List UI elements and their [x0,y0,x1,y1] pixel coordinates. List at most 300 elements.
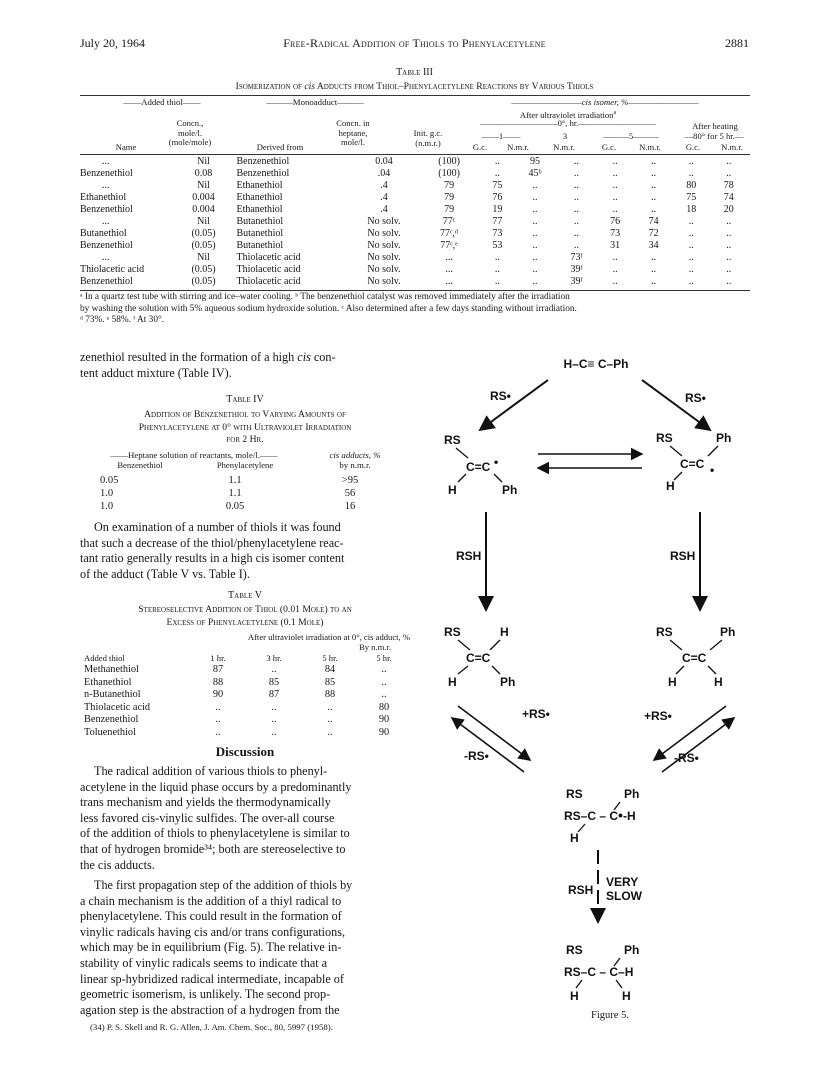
exam-line-2: that such a decrease of the thiol/phenylacetylene reac- [80,535,344,550]
table3-label: Table III [396,67,433,78]
discussion-line: which may be in equilibrium (Fig. 5). The relative in- [80,940,342,955]
table5-cell: Toluenethiol [84,726,136,738]
table5-cell: .. [381,676,387,688]
exam-line-1: On examination of a number of thiols it was found [94,520,341,534]
table5-col-1hr: 1 hr. [210,653,226,663]
discussion-paragraph-1 [80,764,410,873]
table3-col-gc-5: G.c. [601,142,617,152]
header-page-number: 2881 [725,36,749,50]
table3-cell: .. [651,204,657,215]
svg-text:H: H [666,479,675,493]
table3-cell: Benzenethiol [80,168,133,179]
table3-row [80,276,750,288]
table3-row [80,192,750,204]
svg-text:C=C: C=C [682,651,707,665]
table3-cell: 39ᶠ [570,276,583,287]
table4-row [100,500,400,513]
svg-text:RS: RS [444,625,461,639]
discussion-line: of the addition of thiols to phenylacetylene is similar to [80,826,350,841]
svg-text:•: • [710,463,715,477]
table3-cell: .. [726,216,732,227]
table4-cell: 56 [344,487,356,499]
table5-cell: .. [271,664,277,676]
figure5-top-reactant: H–C≡ C–Ph [563,357,629,371]
discussion-line: linear sp-hybridized radical intermediate, incapable of [80,971,344,986]
table3-cell: .. [651,264,657,275]
table3-cell: (0.05) [191,240,216,251]
table3-col-nmr-5: N.m.r. [639,142,661,152]
table3-cell: Ethanethiol [80,192,127,203]
discussion-line: that of hydrogen bromide³⁴; both are stereoselective to [80,841,346,856]
table3-cell: 74 [723,192,734,203]
figure5-rs-left: RS• [490,389,511,403]
table3-cell: .. [726,156,732,167]
table5-head-bynmr: By n.m.r. [359,642,391,652]
figure5-caption: Figure 5. [591,1010,629,1021]
table3-footnote-2: by washing the solution with 5% aqueous sodium hydroxide solution. ᶜ Also determined after a few days standing without irradiation. [80,303,577,314]
table4-cell: >95 [341,474,359,486]
figure5-rsh-bottom: RSH [568,883,594,897]
table5-cell: 90 [378,714,390,726]
table3-cell: Benzenethiol [80,240,133,251]
table3-footnotes [80,292,750,327]
table4-caption: Addition of Benzenethiol to Varying Amounts of Phenylacetylene at 0° with Ultraviolet Irradiation for 2 Hr. [138,409,352,445]
table3-cell: .. [612,192,618,203]
table3-row [80,252,750,264]
table3-cell: Butanethiol [236,228,284,239]
table3-cell: .. [494,252,500,263]
table3-cell: .. [688,156,694,167]
table3-cell: 76 [492,192,503,203]
table3-cell: Butanethiol [236,240,284,251]
table5-cell: 87 [268,689,280,701]
table3-cell: 73 [492,228,503,239]
table3-col-gc-1: G.c. [472,142,488,152]
svg-text:H: H [622,989,631,1003]
svg-text:C=C: C=C [466,460,491,474]
table3-cell: .. [688,216,694,227]
table3-cell: 34 [648,240,659,251]
figure5-slow: SLOW [606,889,642,903]
table3-caption-pre: Isomerization of [235,81,305,92]
exam-paragraph [80,520,410,582]
table3-cell: .. [574,204,580,215]
table5-cell: .. [215,701,221,713]
table3-row [80,228,750,240]
table3-cell: .. [574,240,580,251]
table3-cell: 79 [444,192,455,203]
table3-col-concn: Concn., mole/l. (mole/mole) [168,118,212,148]
table3-hr3: 3 [562,131,568,141]
discussion-line: The first propagation step of the addition of thiols by [94,878,353,892]
table3-cell: 20 [723,204,734,215]
table3-cell: ... [445,252,453,263]
table4-body [100,474,400,513]
table3-col-nmr-3: N.m.r. [553,142,575,152]
table3-cell: Thiolacetic acid [236,252,301,263]
table3-cell: 77ᶜ,ᵉ [440,240,458,251]
svg-text:RS: RS [566,943,583,957]
table3-cell: .. [574,156,580,167]
table3-cell: .. [688,240,694,251]
table3-cell: ... [102,156,110,167]
svg-text:Ph: Ph [500,675,516,689]
table4-row [100,474,400,487]
table5-cell: .. [271,726,277,738]
table3-cell: 79 [444,180,455,191]
table5-row [84,702,410,715]
figure5-plus-rs-left: +RS• [522,707,550,721]
svg-text:H: H [570,989,579,1003]
table3-footnote-1: ᵃ In a quartz test tube with stirring and ice–water cooling. ᵇ The benzenethiol catalyst was removed immediately after the irradiation [80,292,570,302]
table3-cell: .. [612,156,618,167]
table4-cell: 1.1 [228,474,242,486]
svg-text:H: H [668,675,677,689]
table3-cell: .. [688,168,694,179]
table4-cell: 0.05 [100,474,119,486]
table3-col-nmr-1: N.m.r. [507,142,529,152]
table3-cell: .. [612,168,618,179]
table3-cell: 80 [686,180,697,191]
table5-cell: .. [327,714,333,726]
table3-cell: Thiolacetic acid [80,264,145,275]
table4-head-phenylacetylene: Phenylacetylene [216,460,274,470]
table5-cell: Thiolacetic acid [84,701,151,713]
table3-cell: .. [532,252,538,263]
table4-row [100,487,400,500]
table3-cell: 78 [723,180,734,191]
table3-row [80,216,750,228]
svg-text:C=C: C=C [466,651,491,665]
table5-cell: .. [215,714,221,726]
discussion-line: less favored cis-vinylic sulfides. The over-all course [80,810,335,825]
figure5-arrow-diag-right [642,380,710,430]
table3-col-name: Name [115,142,137,152]
table3-cell: .. [688,276,694,287]
table3-cell: 77ᶜ,ᵈ [439,228,459,239]
table3-cell: No solv. [367,264,401,275]
table3-footnote-3: ᵈ 73%. ᵉ 58%. ᶠ At 30°. [80,315,165,325]
figure5-scheme [430,340,760,1030]
table3-cell: Nil [197,216,210,227]
table3-caption-cis: cis [304,81,315,92]
table3-cell: 72 [648,228,659,239]
table3-cell: Nil [197,252,210,263]
table3-cell: Thiolacetic acid [236,276,301,287]
table4-head-benzenethiol: Benzenethiol [117,460,163,470]
table3-cell: .. [612,276,618,287]
table3-cell: Nil [197,180,210,191]
table5-cell: 87 [212,664,224,676]
table3-cell: ... [445,264,453,275]
table3-cell: .. [494,276,500,287]
table3-col-gc-heat: G.c. [685,142,701,152]
table3-row [80,156,750,168]
table3-cell: .. [494,264,500,275]
table3-cell: Butanethiol [236,216,284,227]
table5-cell: Ethanethiol [84,676,132,688]
table3-hr1: ——1—— [481,131,521,141]
table4-head-group: ——Heptane solution of reactants, mole/l.—— [110,450,278,460]
svg-text:RS: RS [656,431,673,445]
header-title: Free-Radical Addition of Thiols to Phenylacetylene [283,36,546,50]
table3-group-hr: —————————0°, hr.————————— [480,118,656,128]
table3-col-derived: Derived from [256,142,304,152]
table3-cell: Ethanethiol [236,204,283,215]
table5-cell: 80 [378,701,390,713]
discussion-line: geometric isomerism, is unlikely. The second prop- [80,987,331,1002]
figure5-rsh-left: RSH [456,549,482,563]
table3-cell: .. [651,180,657,191]
table3-cell: .04 [377,168,391,179]
table3-group-after-heating: After heating [692,121,738,131]
svg-text:RS–C – C–H: RS–C – C–H [564,965,634,979]
discussion-line: the cis adducts. [80,857,155,872]
table5-caption: Stereoselective Addition of Thiol (0.01 Mole) to an Excess of Phenylacetylene (0.1 Mole) [138,604,352,628]
table3-cell: .. [532,276,538,287]
table5-body [84,652,410,739]
footnote-34: (34) P. S. Skell and R. G. Allen, J. Am. Chem. Soc., 80, 5997 (1958). [90,1022,333,1032]
table3-cell: .. [688,228,694,239]
table3-cell: .. [574,228,580,239]
table3-group-monoadduct: ———Monoadduct——— [266,97,364,107]
table3-cell: ... [445,276,453,287]
svg-text:Ph: Ph [624,787,640,801]
table3-row [80,180,750,192]
table3-group-added-thiol: ——Added thiol—— [123,97,201,107]
svg-text:H: H [448,483,457,497]
svg-text:RS: RS [656,625,673,639]
table3-cell: .. [574,180,580,191]
table3-cell: .. [726,168,732,179]
table3-cell: No solv. [367,228,401,239]
table5-cell: 90 [378,726,390,738]
table3-cell: No solv. [367,216,401,227]
discussion-line: a chain mechanism is the addition of a thiyl radical to [80,893,342,908]
table3-cell: .. [494,168,500,179]
table3-cell: 74 [648,216,659,227]
table3-cell: 95 [530,156,541,167]
svg-text:H: H [448,675,457,689]
table3-cell: 76 [610,216,621,227]
svg-text:Ph: Ph [720,625,736,639]
table4-cell: 16 [344,500,356,512]
table3-cell: 39ᶠ [570,264,583,275]
table3-cell: 73ᶠ [570,252,583,263]
table4-cell: 1.0 [100,487,114,499]
table3-cell: ... [102,252,110,263]
table3-row [80,168,750,180]
discussion-line: phenylacetylene. This could result in the formation of [80,909,342,924]
table3-cell: No solv. [367,240,401,251]
discussion-heading: Discussion [215,744,275,759]
table3-cell: 53 [492,240,503,251]
svg-text:RS–C – C•-H: RS–C – C•-H [564,807,636,823]
table4-cell: 1.1 [228,487,242,499]
table3-cell: Ethanethiol [236,180,283,191]
table5-cell: Benzenethiol [84,714,139,726]
table3-cell: 45ᵇ [528,168,542,179]
table3-cell: .. [651,276,657,287]
svg-text:H: H [570,831,579,845]
header-date: July 20, 1964 [80,36,146,50]
exam-line-4: of the adduct (Table V vs. Table I). [80,566,250,581]
svg-text:C=C: C=C [680,457,705,471]
table3-col-nmr-heat: N.m.r. [721,142,743,152]
table5-row [84,677,410,690]
svg-text:RS: RS [566,787,583,801]
table3-cell: Benzenethiol [80,276,133,287]
table3-cell: .. [532,180,538,191]
table3-cell: .. [651,168,657,179]
table5-cell: 88 [324,689,336,701]
table5-cell: .. [381,689,387,701]
table3-group-after-uv: After ultraviolet irradiation$^a$ [519,109,617,120]
table3-cell: No solv. [367,276,401,287]
table3-cell: .. [726,240,732,251]
table3-row [80,240,750,252]
figure5-minus-rs-left: -RS• [464,749,489,763]
table3-cell: Benzenethiol [236,156,290,167]
table3-row [80,204,750,216]
figure5-rsh-right: RSH [670,549,696,563]
table3-cell: 79 [444,204,455,215]
table4-head-cis: cis adducts, % by n.m.r. [329,450,381,470]
table3-cell: .. [612,264,618,275]
table3-heat-cond: —80° for 5 hr.— [684,131,744,141]
figure5-radical-left [444,433,517,497]
table3-caption [0,81,829,92]
figure5-radical-right [656,431,731,493]
table5-cell: Methanethiol [84,664,139,676]
figure5-plus-rs-right: +RS• [644,709,672,723]
table3-cell: .4 [380,204,388,215]
table3-cell: 18 [686,204,697,215]
table3-cell: .. [726,252,732,263]
exam-line-3: tant ratio generally results in a high cis isomer content [80,551,345,566]
table5-cell: .. [327,726,333,738]
table3-caption-post: Adducts from Thiol–Phenylacetylene Reactions by Various Thiols [314,81,594,92]
table3-cell: (0.05) [191,264,216,275]
table5-row [84,689,410,702]
figure5-minus-rs-right: -RS• [674,751,699,765]
table3-cell: 0.08 [194,168,213,179]
discussion-paragraph-2 [80,878,410,1018]
table4-cell: 0.05 [225,500,245,512]
table3-cell: .. [612,252,618,263]
table3-cell: .. [726,276,732,287]
table3-cell: .4 [380,180,388,191]
svg-text:Ph: Ph [716,431,732,445]
svg-text:H: H [500,625,509,639]
discussion-line: stability of vinylic radicals seems to indicate that a [80,955,328,970]
table5-cell: n-Butanethiol [84,689,141,701]
table3-cell: .. [574,216,580,227]
figure5-arrow-left-back [452,718,524,772]
table5-cell: .. [271,714,277,726]
table3-cell: .. [726,228,732,239]
table3-cell: No solv. [367,252,401,263]
table3-cell: .. [532,192,538,203]
table5-cell: .. [215,726,221,738]
table3-top-rule [80,95,750,96]
table3-cell: Benzenethiol [80,204,133,215]
table3-cell: .. [574,192,580,203]
table5-col-3hr: 3 hr. [266,653,282,663]
table3-head-rule [80,154,750,155]
table3-cell: .. [726,264,732,275]
figure5-adduct-radical [564,787,639,845]
svg-text:•: • [494,455,499,469]
table3-cell: .. [612,204,618,215]
table3-cell: 0.004 [192,204,215,215]
table3-cell: .. [688,252,694,263]
svg-text:Ph: Ph [502,483,518,497]
table5-col-thiol: Added thiol [84,653,125,663]
table3-cell: .. [612,180,618,191]
figure5-arrow-diag-left [480,380,548,430]
table5-row [84,714,410,727]
table5-row [84,727,410,740]
table3-cell: .. [651,156,657,167]
table3-cell: .. [532,216,538,227]
table3-cell: .. [688,264,694,275]
table5-cell: .. [327,701,333,713]
table5-col-5hr: 5 hr. [322,653,338,663]
table5-label: Table V [228,590,262,601]
table3-cell: Thiolacetic acid [236,264,301,275]
table3-cell: .. [574,168,580,179]
table3-cell: 73 [610,228,621,239]
table3-group-cis-isomer: ————————cis isomer, %———————— [511,97,699,107]
table3-cell: (0.05) [191,228,216,239]
table3-cell: .. [532,228,538,239]
table5-cell: 85 [324,676,336,688]
table3-cell: (0.05) [191,276,216,287]
discussion-line: vinylic radicals having cis and/or trans configurations, [80,924,346,939]
table3-col-init-gc: Init. g.c. (n.m.r.) [413,128,443,148]
table3-hr5: ———5——— [603,131,659,141]
figure5-product-cis [444,625,515,689]
table3-cell: 77ᶜ [442,216,456,227]
table3-cell: (100) [438,156,460,167]
discussion-line: agation step is the abstraction of a hydrogen from the [80,1002,340,1017]
table3-cell: (100) [438,168,460,179]
figure5-product-trans [656,625,735,689]
table3-cell: Butanethiol [80,228,127,239]
table3-cell: .. [494,156,500,167]
table3-cell: 0.04 [375,156,393,167]
table3-body [80,156,750,288]
table3-cell: .. [532,204,538,215]
table5-col-5hr-nmr: 5 hr. [376,653,392,663]
table3-bottom-rule [80,290,750,291]
table3-cell: 0.004 [192,192,215,203]
table3-cell: .. [651,252,657,263]
table3-cell: .4 [380,192,388,203]
table5-cell: 90 [212,689,224,701]
table5-cell: 88 [212,676,224,688]
table3-cell: .. [532,240,538,251]
svg-text:H: H [714,675,723,689]
table5-row [84,664,410,677]
discussion-line: The radical addition of various thiols to phenyl- [94,764,328,778]
svg-text:RS: RS [444,433,461,447]
table3-cell: Nil [197,156,210,167]
table3-cell: .. [532,264,538,275]
figure5-very: VERY [606,875,639,889]
discussion-line: acetylene in the liquid phase occurs by a predominantly [80,779,352,794]
